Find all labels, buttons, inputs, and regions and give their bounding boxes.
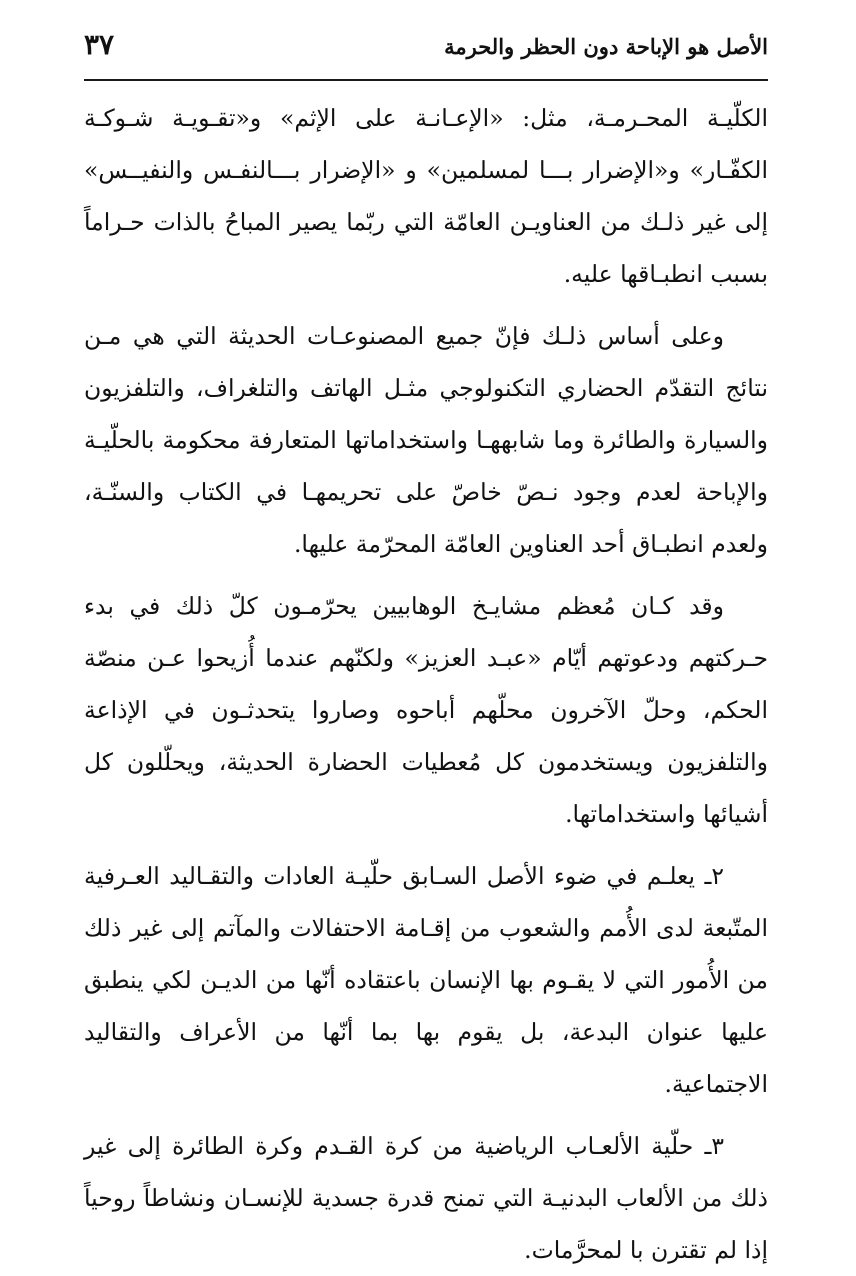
- paragraph-wahhabi-scholars: وقد كـان مُعظم مشايـخ الوهابيين يحرّمـون كلّ ذلك في بدء حـركتهم ودعوتهم أيّام «عبـد العزيز» ولكنّهم عندما أُزيحوا عـن منصّة الحكم، وحلّ الآخرون محلّهم أباحوه وصاروا يتحدثـون في الإذاعة والتلفزيون ويستخدمون كل مُعطيات الحضارة الحديثة، ويحلّلون كل أشيائها واستخداماتها.: [84, 592, 768, 828]
- paragraph-point-2-customs: ٢ـ يعلـم في ضوء الأصل السـابق حلّيـة العادات والتقـاليد العـرفية المتّبعة لدى الأُمم والشعوب من إقـامة الاحتفالات والمآتم إلى غير ذلك من الأُمور التي لا يقـوم بها الإنسان باعتقاده أنّها من الديـن لكي ينطبق عليها عنوان البدعة، بل يقوم بها بما أنّها من الأعراف والتقاليد الاجتماعية.: [84, 862, 768, 1098]
- paragraph-modern-inventions: وعلى أساس ذلـك فإنّ جميع المصنوعـات الحديثة التي هي مـن نتائج التقدّم الحضاري التكنولوجي مثـل الهاتف والتلغراف، والتلفزيون والسيارة والطائرة وما شابههـا واستخداماتها المتعارفة محكومة بالحلّيـة والإباحة لعدم وجود نـصّ خاصّ على تحريمهـا في الكتاب والسنّـة، ولعدم انطبـاق أحد العناوين العامّة المحرّمة عليها.: [84, 322, 768, 558]
- running-header: [84, 28, 768, 78]
- body-text: [84, 92, 768, 1276]
- header-divider: [84, 79, 768, 81]
- page-number: ٣٧: [84, 28, 115, 61]
- running-header-title: الأصل هو الإباحة دون الحظر والحرمة: [444, 34, 768, 59]
- paragraph-point-3-sports: ٣ـ حلّية الألعـاب الرياضية من كرة القـدم وكرة الطائرة إلى غير ذلك من الألعاب البدنيـة التي تمنح قدرة جسدية للإنسـان ونشاطاً روحياً إذا لم تقترن با لمحرَّمات.: [84, 1132, 768, 1264]
- paragraph-continuation: الكلّيـة المحـرمـة، مثل: «الإعـانـة على الإثم» و«تقـويـة شـوكـة الكفّـار» و«الإضرار بـــا لمسلمين» و «الإضرار بـــالنفـس والنفيــس» إلى غير ذلـك من العناويـن العامّة التي ربّما يصير المباحُ بالذات حـراماً بسبب انطبـاقها عليه.: [84, 104, 768, 288]
